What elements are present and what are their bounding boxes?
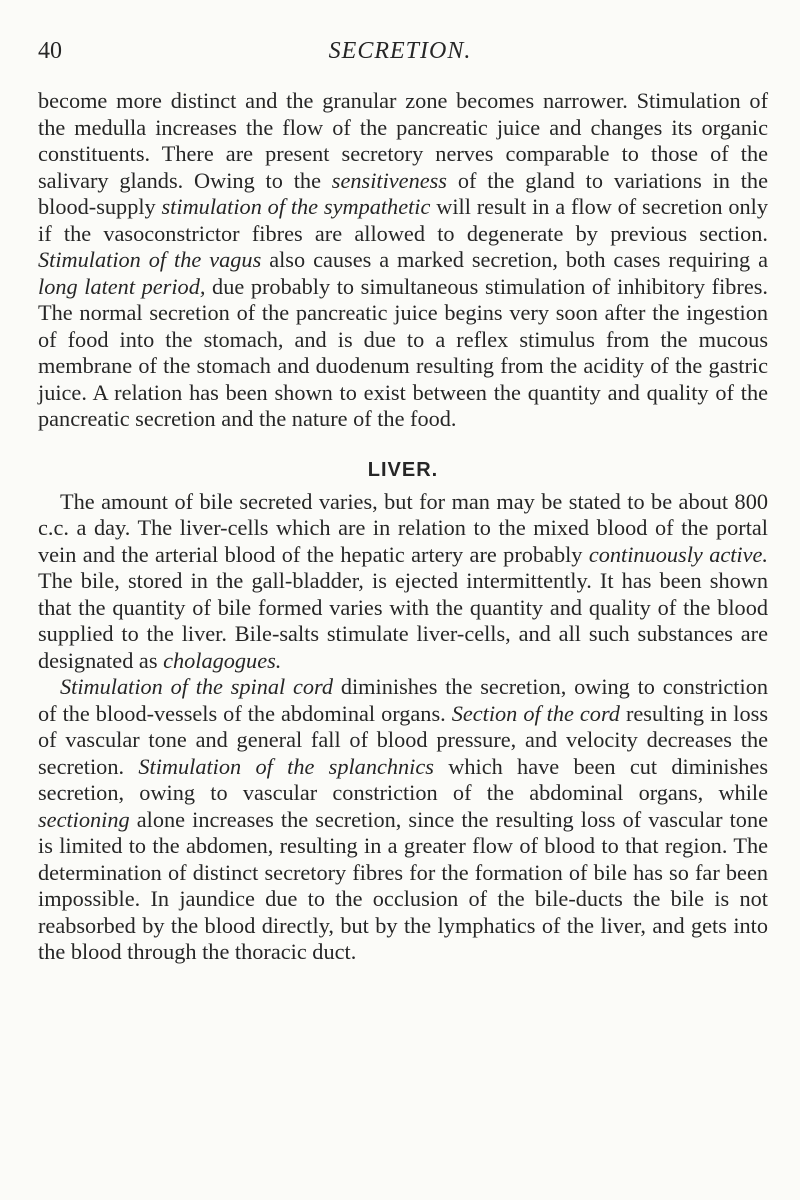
italic-term: Section of the cord — [451, 700, 620, 726]
body-text — [38, 88, 768, 966]
italic-term: stimulation of the sympathetic — [161, 194, 431, 219]
text-run: due probably to simultaneous stimulation of inhibitory fibres. The normal secretion of the pancreatic juice begins very soon after the ingestion of food into the stomach, and is due to a reflex stimulus from the mucous membrane of the stomach and duodenum resulting from the acidity of the gastric juice. A relation has been shown to exist between the quantity and quality of the pancreatic secretion and the nature of the food. — [38, 273, 768, 431]
italic-term: Stimulation of the splanchnics — [138, 753, 434, 779]
text-run: alone increases the secretion, since the resulting loss of vascular tone is limited to the abdomen, resulting in a greater flow of blood to that region. The determination of distinct secretory fibres for the formation of bile has so far been impossible. In jaundice due to the occlusion of the bile-ducts the bile is not reabsorbed by the blood directly, but by the lymphatics of the liver, and gets into the blood through the thoracic duct. — [38, 806, 768, 964]
section-heading-liver: LIVER. — [367, 458, 439, 481]
text-run: also causes a marked secretion, both cases requiring a — [261, 247, 768, 272]
text-run: The amount of bile secreted varies, but for man may be stated to be about 800 c.c. a day. The liver-cells which are in relation to the mixed blood of the portal vein and the arterial blood of the hepatic artery are probably — [38, 488, 768, 567]
paragraph-nervous-control — [38, 674, 768, 966]
italic-term: sensitiveness — [331, 167, 447, 193]
text-run: diminishes the secretion, owing to constriction of the blood-vessels of the abdominal organs. — [38, 674, 768, 726]
paragraph-bile-amount — [38, 489, 768, 675]
italic-term: Stimulation of the spinal cord — [60, 674, 334, 699]
text-run: which have been cut diminishes secretion, owing to vascular constriction of the abdominal organs, while — [38, 753, 768, 805]
text-run: of the gland to variations in the blood-supply — [38, 167, 768, 219]
text-run: will result in a flow of secretion only if the vasoconstrictor fibres are allowed to degenerate by previous section. — [38, 194, 768, 246]
italic-term: long latent period, — [38, 273, 206, 299]
italic-term: sectioning — [38, 806, 130, 832]
text-run: The bile, stored in the gall-bladder, is ejected intermittently. It has been shown that the quantity of bile formed varies with the quantity and quality of the blood supplied to the liver. Bile-salts stimulate liver-cells, and all such substances are designated as — [38, 568, 768, 673]
page-number: 40 — [38, 38, 62, 64]
paragraph-pancreas-continued — [38, 88, 768, 433]
page-header — [38, 38, 762, 78]
italic-term: continuously active. — [588, 541, 768, 567]
text-run: become more distinct and the granular zone becomes narrower. Stimulation of the medulla increases the flow of the pancreatic juice and changes its organic constituents. There are present secretory nerves comparable to those of the salivary glands. Owing to the — [38, 88, 768, 193]
italic-term: cholagogues. — [163, 647, 282, 673]
text-run: resulting in loss of vascular tone and general fall of blood pressure, and velocity decreases the secretion. — [38, 700, 769, 779]
italic-term: Stimulation of the vagus — [38, 247, 262, 272]
running-title: SECRETION. — [328, 38, 472, 64]
